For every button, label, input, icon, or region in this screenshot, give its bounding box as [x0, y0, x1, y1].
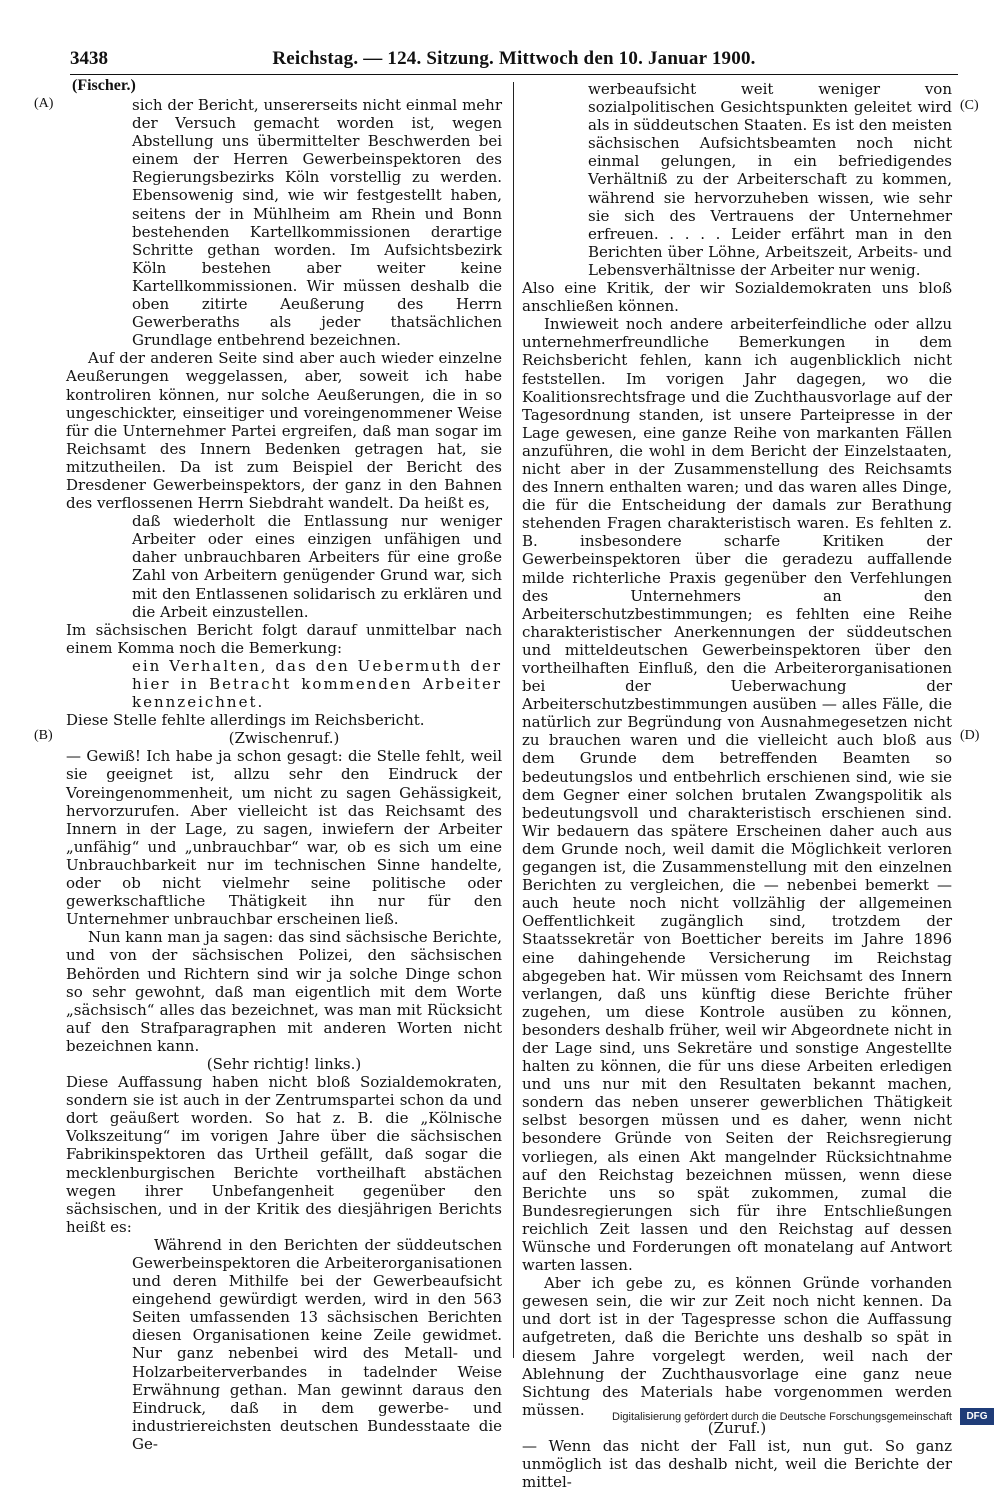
paragraph: — Gewiß! Ich habe ja schon gesagt: die Stelle fehlt, weil sie geeignet ist, allzu sehr den Eindruck der Voreingenommenheit, um nicht zu sagen Gehässigkeit, hervorzurufen. Aber vielleicht ist das Reichsamt des Innern in der Lage, zu sagen, inwiefern der Arbeiter „unfähig“ und „unbrauchbar“ war, ob es sich um eine Unbrauchbarkeit nur im technischen Sinne handelte, oder ob nicht vielmehr seine politische oder gewerkschaftliche Thätigkeit ihn nur für den Unternehmer unbrauchbar erscheinen ließ.: [66, 747, 502, 929]
paragraph: — Wenn das nicht der Fall ist, nun gut. So ganz unmöglich ist das deshalb nicht, weil die Berichte der mittel-: [522, 1437, 952, 1491]
left-column: [66, 96, 502, 1453]
margin-marker-d: (D): [960, 728, 980, 743]
margin-marker-a: (A): [34, 96, 54, 111]
paragraph: Auf der anderen Seite sind aber auch wieder einzelne Aeußerungen weggelassen, aber, soweit ich habe kontroliren können, nur solche Aeußerungen, die in so ungeschickter, einseitiger und voreingenommener Weise für die Unternehmer Partei ergreifen, daß man sogar im Reichsamt des Innern Bedenken getragen hat, sie mitzutheilen. Da ist zum Beispiel der Bericht des Dresdener Gewerbeinspektors, der ganz in den Bahnen des verflossenen Herrn Siebdraht wandelt. Da heißt es,: [66, 349, 502, 513]
paragraph: Diese Auffassung haben nicht bloß Sozialdemokraten, sondern sie ist auch in der Zentrumspartei schon da und dort geäußert worden. So hat z. B. die „Kölnische Volkszeitung“ im vorigen Jahre über die sächsischen Fabrikinspektoren das Urtheil gefällt, daß sogar die mecklenburgischen Berichte vortheilhaft abstächen wegen ihrer Unbefangenheit gegenüber den sächsischen, und in der Kritik des diesjährigen Berichts heißt es:: [66, 1073, 502, 1236]
running-head: Reichstag. — 124. Sitzung. Mittwoch den 10. Januar 1900.: [272, 48, 756, 69]
block-quote: daß wiederholt die Entlassung nur weniger Arbeiter oder eines einzigen unfähigen und daher unbrauchbaren Arbeiters für eine große Zahl von Arbeitern genügender Grund war, sich mit den Entlassenen solidarisch zu erklären und die Arbeit einzustellen.: [132, 512, 502, 621]
paragraph: Diese Stelle fehlte allerdings im Reichsbericht.: [66, 711, 425, 730]
block-quote: ein Verhalten, das den Uebermuth der hier in Betracht kommenden Arbeiter kennzeichnet.: [132, 656, 502, 712]
page-number: 3438: [70, 48, 108, 69]
paragraph: Nun kann man ja sagen: das sind sächsische Berichte, und von der sächsischen Polizei, den sächsischen Behörden und Richtern sind wir ja solche Dinge schon so sehr gewohnt, daß man eigentlich mit dem Worte „sächsisch“ alles das bezeichnet, was man mit Rücksicht auf den Strafparagraphen mit anderen Worten nicht bezeichnen kann.: [66, 928, 502, 1055]
interjection: (Sehr richtig! links.): [206, 1054, 362, 1073]
paragraph: sich der Bericht, unsererseits nicht einmal mehr der Versuch gemacht worden ist, wegen Abstellung uns übermittelter Beschwerden bei einem der Herren Gewerbeinspektoren des Regierungsbezirks Köln vorstellig zu werden. Ebensowenig sind, wie wir festgestellt haben, seitens der in Mühlheim am Rhein und Bonn bestehenden Kartellkommissionen derartige Schritte gethan worden. Im Aufsichtsbezirk Köln bestehen aber weiter keine Kartellkommissionen. Wir müssen deshalb die oben zitirte Aeußerung des Herrn Gewerberaths als jeder thatsächlichen Grundlage entbehrend bezeichnen.: [132, 96, 502, 350]
block-quote: werbeaufsicht weit weniger von sozialpolitischen Gesichtspunkten geleitet wird als in süddeutschen Staaten. Es ist den meisten sächsischen Aufsichtsbeamten noch nicht einmal gelungen, in ein befriedigendes Verhältniß zu der Arbeiterschaft zu kommen, während sie hervorzuheben wissen, wie sehr sie sich des Vertrauens der Unternehmer erfreuen. . . . . Leider erfährt man in den Berichten über Löhne, Arbeitszeit, Arbeits- und Lebensverhältnisse der Arbeiter nur wenig.: [588, 80, 952, 279]
paragraph: Aber ich gebe zu, es können Gründe vorhanden gewesen sein, die wir zur Zeit noch nicht kennen. Da und dort ist in der Tagespresse schon die Auffassung aufgetreten, daß die Berichte uns deshalb so spät in diesem Jahre vorgelegt werden, weil nach der Ablehnung der Zuchthausvorlage eine ganz neue Sichtung des Materials habe vorgenommen werden müssen.: [522, 1274, 952, 1419]
dfg-logo: DFG: [960, 1408, 994, 1425]
margin-marker-b: (B): [34, 728, 53, 743]
column-rule: [513, 82, 514, 1358]
interjection: (Zuruf.): [707, 1418, 767, 1437]
footer-credit: Digitalisierung gefördert durch die Deutsche Forschungsgemeinschaft: [612, 1411, 952, 1423]
block-quote: Während in den Berichten der süddeutschen Gewerbeinspektoren die Arbeiterorganisationen und deren Mithilfe bei der Gewerbeaufsicht eingehend gewürdigt werden, wird in den 563 Seiten umfassenden 13 sächsischen Berichten diesen Organisationen keine Zeile gewidmet. Nur ganz nebenbei wird des Metall- und Holzarbeiterverbandes in tadelnder Weise Erwähnung gethan. Man gewinnt daraus den Eindruck, daß in dem gewerbe- und industriereichsten deutschen Bundesstaate die Ge-: [132, 1235, 502, 1453]
speaker-tag: (Fischer.): [72, 77, 136, 94]
paragraph: Inwieweit noch andere arbeiterfeindliche oder allzu unternehmerfreundliche Bemerkungen in dem Reichsbericht fehlen, kann ich augenblicklich nicht feststellen. Im vorigen Jahr dagegen, wo die Koalitionsrechtsfrage und die Zuchthausvorlage auf der Tagesordnung standen, ist unsere Parteipresse in der Lage gewesen, eine ganze Reihe von markanten Fällen anzuführen, die wohl in dem Bericht der Einzelstaaten, nicht aber in der Zusammenstellung des Reichsamts des Innern enthalten waren; und das waren alles Dinge, die für die Entscheidung der damals zur Berathung stehenden Fragen charakteristisch waren. Es fehlten z. B. insbesondere scharfe Kritiken der Gewerbeinspektoren über die geradezu auffallende milde richterliche Praxis gegenüber den Verfehlungen des Unternehmers an den Arbeiterschutzbestimmungen; es fehlten eine Reihe charakteristischer Anerkennungen der süddeutschen und mitteldeutschen Gewerbeinspektoren über den vortheilhaften Einfluß, den die Arbeiterorganisationen bei der Ueberwachung der Arbeiterschutzbestimmungen ausüben — alles Fälle, die natürlich zur Begründung von Ausnahmegesetzen nicht zu brauchen waren und die vielleicht auch bloß aus dem Grunde dem betreffenden Beamten so bedeutungslos und entbehrlich erschienen sind, wie sie dem Gegner einer solchen brutalen Zwangspolitik als bedeutungsvoll und charakteristisch erschienen sind. Wir bedauern das spätere Erscheinen daher auch aus dem Grunde noch, weil damit die Möglichkeit verloren gegangen ist, die Zusammenstellung mit den einzelnen Berichten zu vergleichen, die — nebenbei bemerkt — auch heute noch nicht vollzählig der allgemeinen Oeffentlichkeit zugänglich sind, trotzdem der Staatssekretär von Boetticher bereits im Jahre 1896 eine dahingehende Versicherung im Reichstag abgegeben hat. Wir müssen vom Reichsamt des Innern verlangen, daß uns künftig diese Berichte früher zugehen, um diese Kontrole ausüben zu können, besonders deshalb früher, weil wir Abgeordnete nicht in der Lage sind, uns Sekretäre und sonstige Angestellte halten zu können, die für uns diese Arbeiten erledigen und uns nur mit den Resultaten bekannt machen, sondern das neben unserer gewerblichen Thätigkeit selbst besorgen müssen und es daher, wenn nicht besondere Gründe von Seiten der Reichsregierung vorliegen, als einen Akt mangelnder Rücksichtnahme auf den Reichstag bezeichnen müssen, wenn diese Berichte uns so spät zukommen, zumal die Bundesregierungen sich für ihre Entschließungen reichlich Zeit lassen und den Reichstag auf dessen Wünsche und Forderungen oft monatelang auf Antwort warten lassen.: [522, 315, 952, 1275]
margin-marker-c: (C): [960, 98, 979, 113]
interjection: (Zwischenruf.): [228, 729, 340, 748]
page-header: [70, 48, 958, 75]
paragraph: Im sächsischen Bericht folgt darauf unmittelbar nach einem Komma noch die Bemerkung:: [66, 620, 502, 657]
paragraph: Also eine Kritik, der wir Sozialdemokraten uns bloß anschließen können.: [522, 279, 952, 316]
